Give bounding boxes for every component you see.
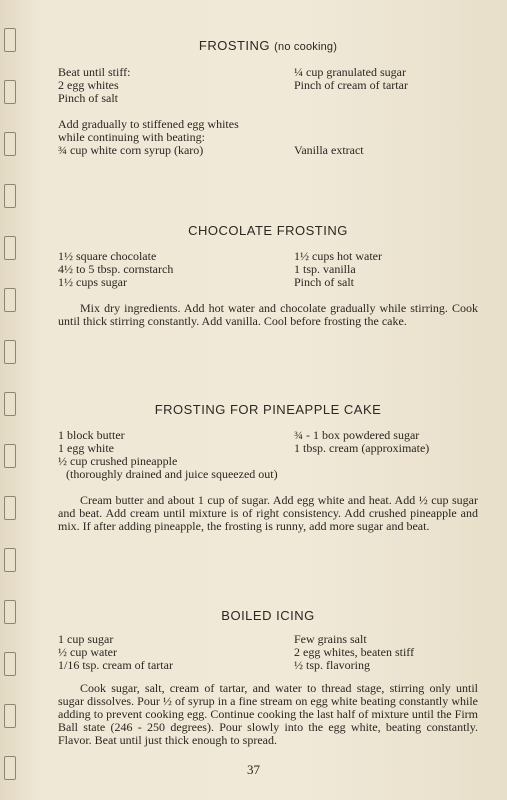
- ingredient-left: 2 egg whites: [58, 78, 119, 92]
- ingredient-left: 1½ square chocolate: [58, 249, 157, 263]
- binding-hole: [4, 28, 16, 52]
- recipe-title: BOILED ICING: [221, 608, 315, 623]
- ingredient-left: ¾ cup white corn syrup (karo): [58, 143, 204, 157]
- ingredient-list: [58, 250, 478, 289]
- recipe-title: [58, 38, 478, 53]
- ingredient-right: 2 egg whites, beaten stiff: [294, 645, 415, 659]
- instruction-line: Add gradually to stiffened egg whites: [58, 117, 239, 131]
- spiral-binding: [0, 0, 22, 800]
- binding-hole: [4, 80, 16, 104]
- title-text: FROSTING: [198, 38, 271, 53]
- binding-hole: [4, 704, 16, 728]
- recipe-pineapple-frosting: [58, 402, 478, 533]
- binding-hole: [4, 288, 16, 312]
- ingredient-list: [58, 429, 478, 481]
- instruction-line: while continuing with beating:: [58, 130, 205, 144]
- binding-hole: [4, 600, 16, 624]
- ingredient-left: 1 block butter: [58, 428, 125, 442]
- ingredient-list: [58, 633, 478, 672]
- ingredient-row: [58, 633, 478, 646]
- ingredient-right: ¼ cup granulated sugar: [294, 65, 406, 79]
- recipe-title: CHOCOLATE FROSTING: [188, 223, 348, 238]
- ingredient-right: Vanilla extract: [294, 143, 364, 157]
- binding-hole: [4, 444, 16, 468]
- binding-hole: [4, 184, 16, 208]
- recipe-boiled-icing: [58, 608, 478, 747]
- ingredient-row: [58, 659, 478, 672]
- ingredient-row: [58, 276, 478, 289]
- binding-hole: [4, 392, 16, 416]
- binding-hole: [4, 652, 16, 676]
- binding-hole: [4, 340, 16, 364]
- recipe-title: FROSTING FOR PINEAPPLE CAKE: [154, 402, 382, 417]
- recipe-frosting: [58, 38, 478, 157]
- ingredient-left: 4½ to 5 tbsp. cornstarch: [58, 262, 174, 276]
- method-paragraph: Cook sugar, salt, cream of tartar, and water to thread stage, stirring only until sugar dissolves. Pour ½ of syrup in a fine stream on egg white beating constantly while adding to prevent cooking egg. Continue cooking the last half of mixture until the Firm Ball state (246 - 250 degrees). Pour slowly into the egg white, beating constantly. Flavor. Beat until just thick enough to spread.: [58, 681, 478, 747]
- ingredient-note: (thoroughly drained and juice squeezed out): [66, 467, 278, 481]
- ingredient-line: ½ cup crushed pineapple: [58, 454, 178, 468]
- method-paragraph: Mix dry ingredients. Add hot water and chocolate gradually while stirring. Cook until thick stirring constantly. Add vanilla. Cool before frosting the cake.: [58, 301, 478, 328]
- binding-hole: [4, 236, 16, 260]
- ingredient-left: 1/16 tsp. cream of tartar: [58, 658, 173, 672]
- ingredient-right: Few grains salt: [294, 632, 367, 646]
- ingredient-left: 1½ cups sugar: [58, 275, 127, 289]
- ingredient-right: 1 tbsp. cream (approximate): [294, 441, 430, 455]
- ingredient-right: 1½ cups hot water: [294, 249, 382, 263]
- binding-hole: [4, 496, 16, 520]
- page-number: 37: [247, 762, 260, 777]
- ingredient-left: 1 cup sugar: [58, 632, 114, 646]
- ingredient-row: [58, 144, 478, 157]
- recipe-chocolate-frosting: [58, 223, 478, 328]
- ingredient-right: ¾ - 1 box powdered sugar: [294, 428, 420, 442]
- ingredient-left: ½ cup water: [58, 645, 117, 659]
- ingredient-right: ½ tsp. flavoring: [294, 658, 370, 672]
- ingredient-right: 1 tsp. vanilla: [294, 262, 356, 276]
- ingredient-left: Pinch of salt: [58, 91, 118, 105]
- beat-line: Beat until stiff:: [58, 65, 131, 79]
- ingredient-left: 1 egg white: [58, 441, 114, 455]
- binding-hole: [4, 132, 16, 156]
- ingredient-right: Pinch of cream of tartar: [294, 78, 408, 92]
- title-note: (no cooking): [274, 41, 338, 53]
- method-paragraph: Cream butter and about 1 cup of sugar. Add egg white and heat. Add ½ cup sugar and beat. Add cream until mixture is of right consistency. Add crushed pineapple and mix. If after adding pineapple, the frosting is runny, add more sugar and beat.: [58, 493, 478, 533]
- binding-hole: [4, 548, 16, 572]
- ingredient-right: Pinch of salt: [294, 275, 354, 289]
